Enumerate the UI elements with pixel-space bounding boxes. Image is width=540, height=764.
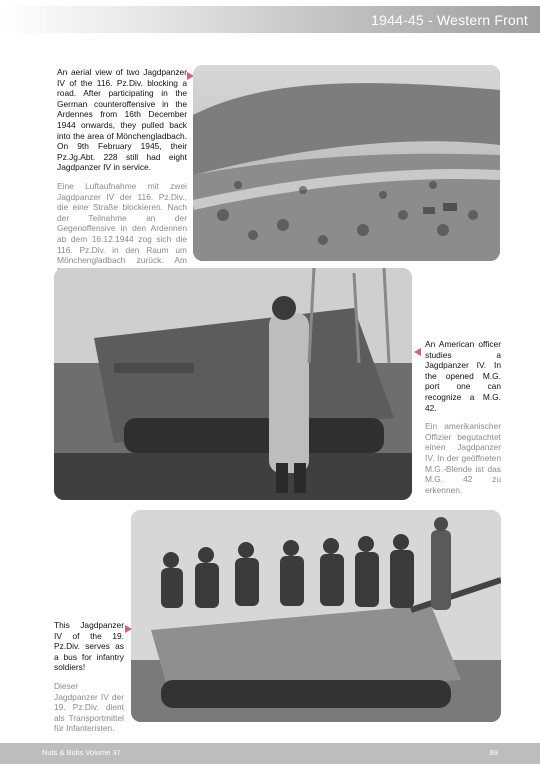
caption-english: An aerial view of two Jagdpanzer IV of the 116. Pz.Div. blocking a road. After participating in the German counteroffensive in the Ardennes from 16th December 1944 onwards, they pulled back into the area of Mönchengladbach. On 9th February 1945, their Pz.Jg.Abt. 228 still had eight Jagdpanzer IV in service. <box>57 67 187 173</box>
caption-aerial-view <box>57 67 187 297</box>
caption-german: Eine Luftaufnahme mit zwei Jagdpanzer IV der 116. Pz.Div., die eine Straße blockieren. Nach der Teilnahme an der Gegenoffensive in den Ardennen ab dem 16.12.1944 zog sich die 116. Pz.Div. in den Raum um Mönchengladbach zurück. Am <box>57 180 187 266</box>
header-bar <box>0 6 540 33</box>
photo-infantry-transport <box>131 510 501 722</box>
caption-infantry-bus <box>54 620 124 734</box>
photo-aerial-view <box>193 65 500 261</box>
caption-german: Ein amerikanischer Offizier begutachtet einen Jagdpanzer IV. In der geöffneten M.G.-Blende ist das M.G. 42 zu erkennen. <box>425 421 501 495</box>
footer-bar <box>0 743 540 764</box>
page-section-title: 1944-45 - Western Front <box>371 12 528 28</box>
caption-american-officer <box>425 339 501 495</box>
caption-pointer-arrow <box>414 348 421 356</box>
photo-officer-inspection <box>54 268 412 500</box>
page-number: 89 <box>489 748 498 757</box>
publication-title: Nuts & Bolts Volume 37 <box>42 748 121 757</box>
caption-german: Dieser Jagdpanzer IV der 19. Pz.Div. dient als Transportmittel für Infanteristen. <box>54 680 124 734</box>
caption-english: An American officer studies a Jagdpanzer IV. In the opened M.G. port one can recognize a M.G. 42. <box>425 339 501 413</box>
caption-english: This Jagdpanzer IV of the 19. Pz.Div. serves as a bus for infantry soldiers! <box>54 620 124 673</box>
caption-pointer-arrow <box>125 625 132 633</box>
